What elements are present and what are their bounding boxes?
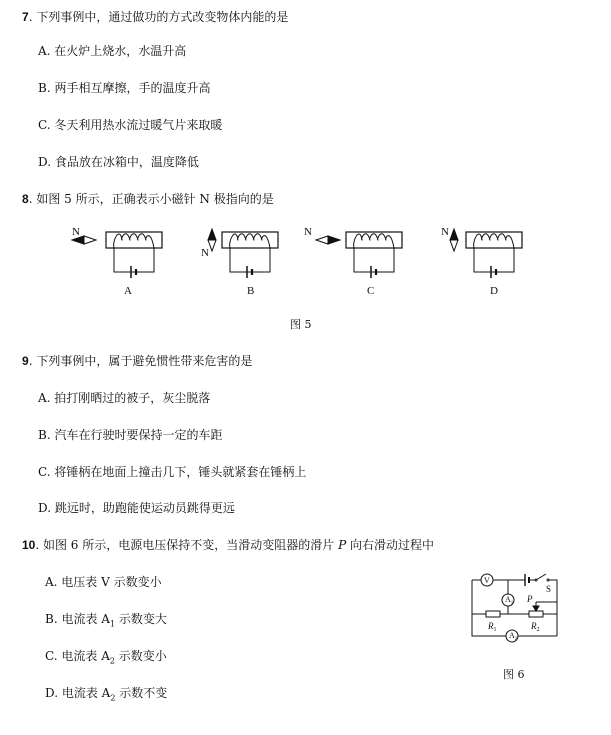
q7-number: 7 bbox=[22, 10, 29, 24]
q10-option-c-tail: 示数变小 bbox=[114, 649, 167, 663]
q10-option-b-sub: 1 bbox=[109, 619, 116, 629]
figure-6-circuit bbox=[466, 566, 576, 650]
q10-stem bbox=[22, 538, 434, 552]
needle-c-light bbox=[316, 236, 328, 244]
q7-option-b: B. 两手相互摩擦，手的温度升高 bbox=[38, 81, 211, 95]
coil-b bbox=[230, 234, 270, 248]
figure-6-caption: 图 6 bbox=[503, 668, 525, 681]
wire-left-bottom bbox=[472, 580, 557, 636]
panel-label-c: C bbox=[367, 285, 375, 297]
q10-option-d-text: D. 电流表 A bbox=[45, 686, 111, 700]
panel-c bbox=[316, 232, 402, 278]
switch-pivot bbox=[535, 579, 537, 581]
q9-stem bbox=[22, 354, 252, 368]
n-label-b: N bbox=[201, 247, 209, 259]
wire-b bbox=[230, 248, 270, 272]
switch-label: S bbox=[546, 584, 552, 594]
switch-blade bbox=[536, 574, 546, 580]
q9-stem-text: . 下列事例中，属于避免惯性带来危害的是 bbox=[28, 354, 253, 368]
q8-number: 8 bbox=[22, 192, 29, 206]
q10-stem-text-2: 向右滑动过程中 bbox=[346, 538, 434, 552]
voltmeter-label: V bbox=[484, 576, 490, 585]
needle-d-light bbox=[450, 240, 458, 251]
q10-option-a bbox=[45, 575, 162, 589]
slider-arrow bbox=[533, 606, 539, 611]
q10-option-a-text: A. 电压表 V 示数变小 bbox=[45, 575, 162, 589]
q10-option-c bbox=[45, 649, 167, 668]
q10-option-d-tail: 示数不变 bbox=[115, 686, 168, 700]
needle-b-light bbox=[208, 240, 216, 251]
needle-a-light bbox=[84, 236, 96, 244]
panel-label-d: D bbox=[490, 285, 498, 297]
needle-d-dark bbox=[450, 229, 458, 240]
q7-option-a: A. 在火炉上烧水，水温升高 bbox=[38, 44, 187, 58]
q10-option-d-sub: 2 bbox=[110, 693, 116, 703]
resistor-r1 bbox=[486, 611, 500, 617]
wire-a bbox=[114, 248, 154, 272]
q9-number: 9 bbox=[22, 354, 29, 368]
ammeter-1-label: $A_1$ bbox=[505, 595, 514, 606]
q9-option-b: B. 汽车在行驶时要保持一定的车距 bbox=[38, 428, 223, 442]
q8-stem bbox=[22, 192, 274, 206]
q10-option-c-text: C. 电流表 A bbox=[45, 649, 110, 663]
q10-option-b-tail: 示数变大 bbox=[115, 612, 167, 626]
q10-option-b bbox=[45, 612, 167, 631]
q10-option-d bbox=[45, 686, 167, 705]
q9-option-c: C. 将锤柄在地面上撞击几下，锤头就紧套在锤柄上 bbox=[38, 465, 307, 479]
q10-option-b-text: B. 电流表 A bbox=[45, 612, 110, 626]
needle-c-dark bbox=[328, 236, 340, 244]
q9-option-a: A. 拍打刚晒过的被子，灰尘脱落 bbox=[38, 391, 211, 405]
q7-option-d: D. 食品放在冰箱中，温度降低 bbox=[38, 155, 199, 169]
panel-b bbox=[208, 229, 278, 278]
n-label-d: N bbox=[441, 226, 449, 238]
n-label-c: N bbox=[304, 226, 312, 238]
figure-5-caption: 图 5 bbox=[290, 318, 312, 331]
ammeter-2-label: $A_2$ bbox=[509, 631, 518, 642]
figure-5 bbox=[60, 220, 560, 305]
q10-stem-text-1: . 如图 6 所示，电源电压保持不变，当滑动变阻器的滑片 bbox=[35, 538, 339, 552]
q7-stem bbox=[22, 10, 288, 24]
q10-option-c-sub: 2 bbox=[109, 656, 115, 666]
panel-d bbox=[450, 229, 522, 278]
needle-b-dark bbox=[208, 229, 216, 240]
panel-label-b: B bbox=[247, 285, 255, 297]
q7-option-c: C. 冬天利用热水流过暖气片来取暖 bbox=[38, 118, 223, 132]
n-label-a: N bbox=[72, 226, 80, 238]
panel-label-a: A bbox=[124, 285, 132, 297]
coil-a bbox=[114, 234, 154, 248]
r1-label: $R_1$ bbox=[488, 621, 497, 633]
q10-number: 10 bbox=[22, 538, 36, 552]
q9-option-d: D. 跳远时，助跑能使运动员跳得更远 bbox=[38, 501, 235, 515]
q8-stem-text: . 如图 5 所示，正确表示小磁针 N 极指向的是 bbox=[28, 192, 274, 206]
slider-label: P bbox=[527, 594, 533, 604]
q10-slider-symbol: P bbox=[338, 538, 347, 552]
wire-c bbox=[354, 248, 394, 272]
q7-stem-text: . 下列事例中，通过做功的方式改变物体内能的是 bbox=[28, 10, 289, 24]
coil-c bbox=[354, 234, 394, 248]
panel-a bbox=[72, 232, 162, 278]
coil-d bbox=[474, 234, 514, 248]
r2-label: $R_2$ bbox=[531, 621, 540, 633]
wire-d bbox=[474, 248, 514, 272]
switch-contact bbox=[547, 579, 549, 581]
